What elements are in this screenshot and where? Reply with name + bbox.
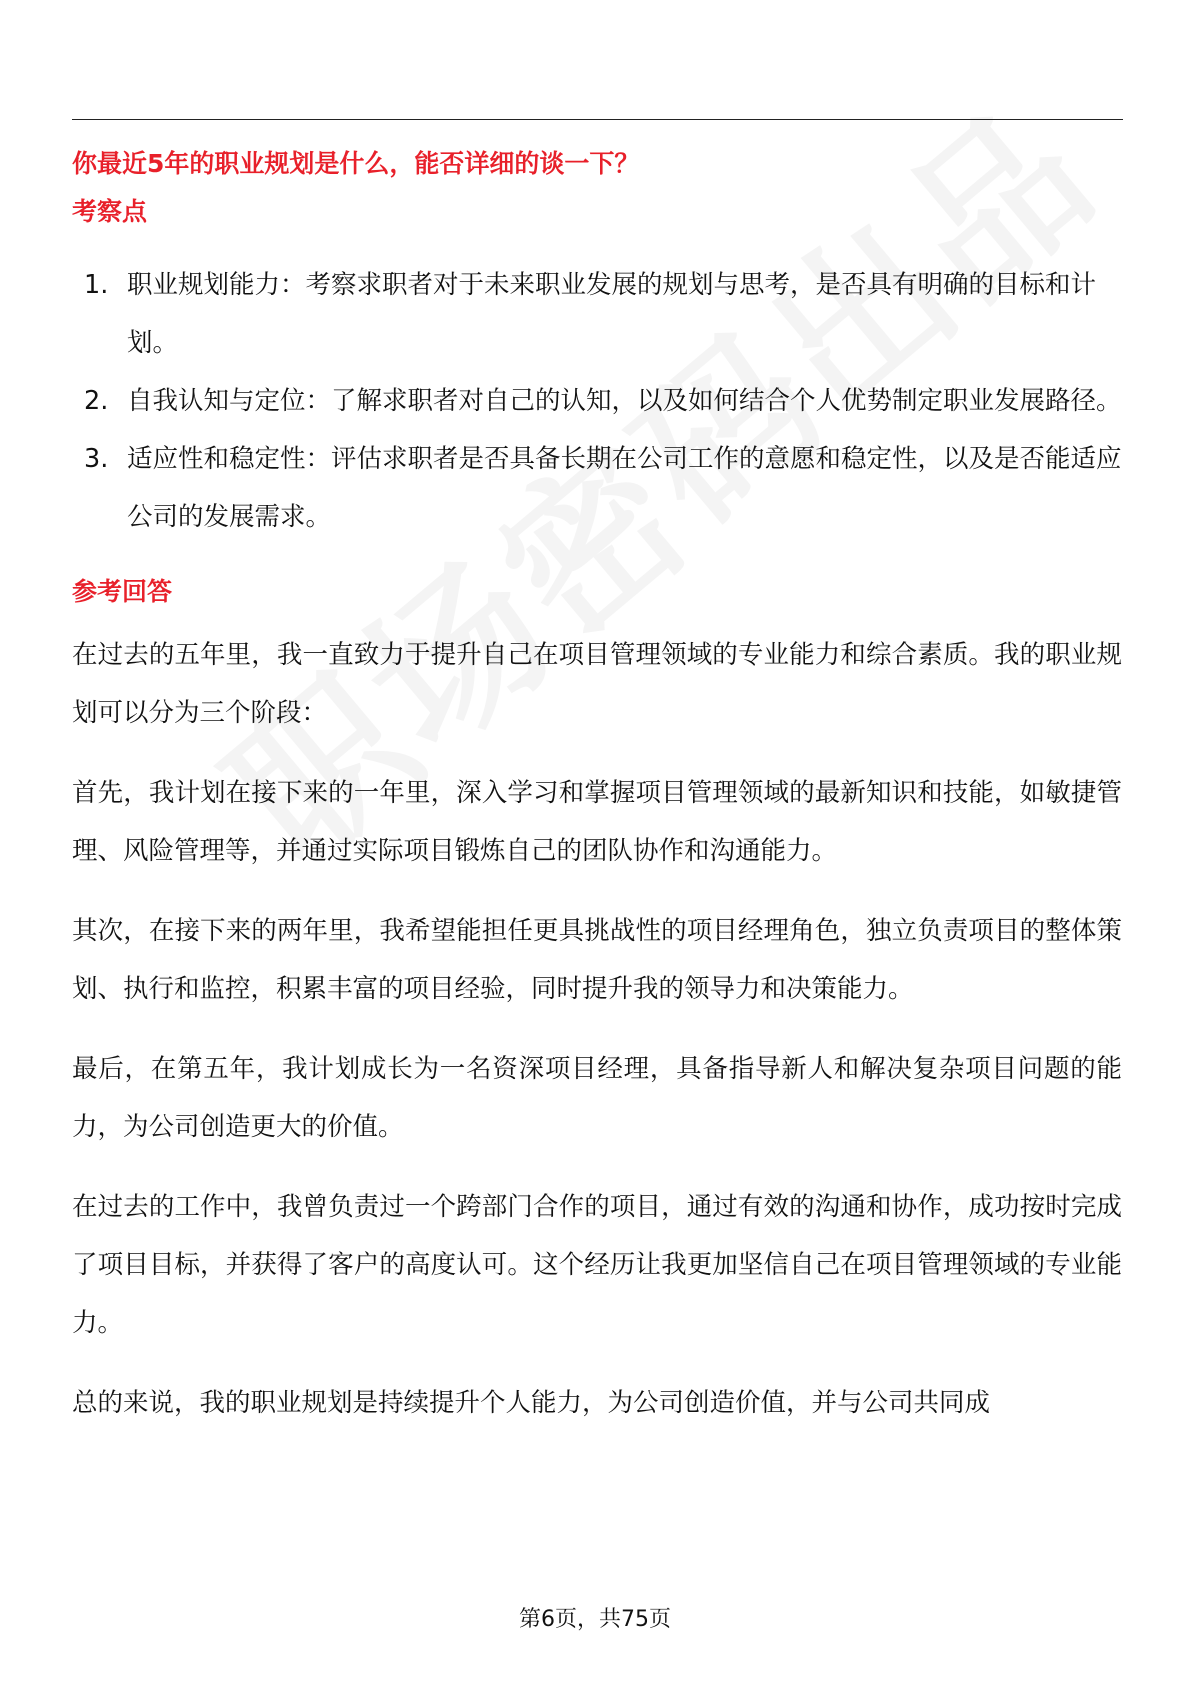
answer-paragraph: 最后，在第五年，我计划成长为一名资深项目经理，具备指导新人和解决复杂项目问题的能力，为公司创造更大的价值。 bbox=[72, 1054, 1122, 1142]
answer-paragraph: 总的来说，我的职业规划是持续提升个人能力，为公司创造价值，并与公司共同成 bbox=[72, 1388, 991, 1418]
page-footer: 第6页，共75页 bbox=[519, 1607, 671, 1632]
section-heading-cankao: 参考回答 bbox=[72, 577, 173, 606]
list-item-number: 2. bbox=[84, 386, 109, 416]
list-item-number: 3. bbox=[84, 444, 109, 474]
question-title: 你最近5年的职业规划是什么，能否详细的谈一下？ bbox=[72, 149, 640, 178]
list-item-text: 自我认知与定位：了解求职者对自己的认知，以及如何结合个人优势制定职业发展路径。 bbox=[127, 386, 1122, 416]
section-heading-kaochadian: 考察点 bbox=[72, 197, 148, 226]
answer-paragraph: 在过去的工作中，我曾负责过一个跨部门合作的项目，通过有效的沟通和协作，成功按时完成了项目目标，并获得了客户的高度认可。这个经历让我更加坚信自己在项目管理领域的专业能力。 bbox=[72, 1192, 1122, 1338]
list-item bbox=[72, 256, 1122, 372]
list-item bbox=[72, 430, 1122, 546]
list-item bbox=[72, 372, 1122, 430]
list-item-text: 适应性和稳定性：评估求职者是否具备长期在公司工作的意愿和稳定性，以及是否能适应公司的发展需求。 bbox=[127, 444, 1122, 532]
top-divider bbox=[72, 119, 1123, 120]
page-content bbox=[72, 138, 1122, 1432]
answer-paragraph: 在过去的五年里，我一直致力于提升自己在项目管理领域的专业能力和综合素质。我的职业规划可以分为三个阶段： bbox=[72, 640, 1122, 728]
answer-paragraph: 其次，在接下来的两年里，我希望能担任更具挑战性的项目经理角色，独立负责项目的整体策划、执行和监控，积累丰富的项目经验，同时提升我的领导力和决策能力。 bbox=[72, 916, 1122, 1004]
assessment-points-list bbox=[72, 256, 1122, 546]
list-item-number: 1. bbox=[84, 270, 109, 300]
list-item-text: 职业规划能力：考察求职者对于未来职业发展的规划与思考，是否具有明确的目标和计划。 bbox=[127, 270, 1097, 358]
answer-paragraph: 首先，我计划在接下来的一年里，深入学习和掌握项目管理领域的最新知识和技能，如敏捷管理、风险管理等，并通过实际项目锻炼自己的团队协作和沟通能力。 bbox=[72, 778, 1122, 866]
